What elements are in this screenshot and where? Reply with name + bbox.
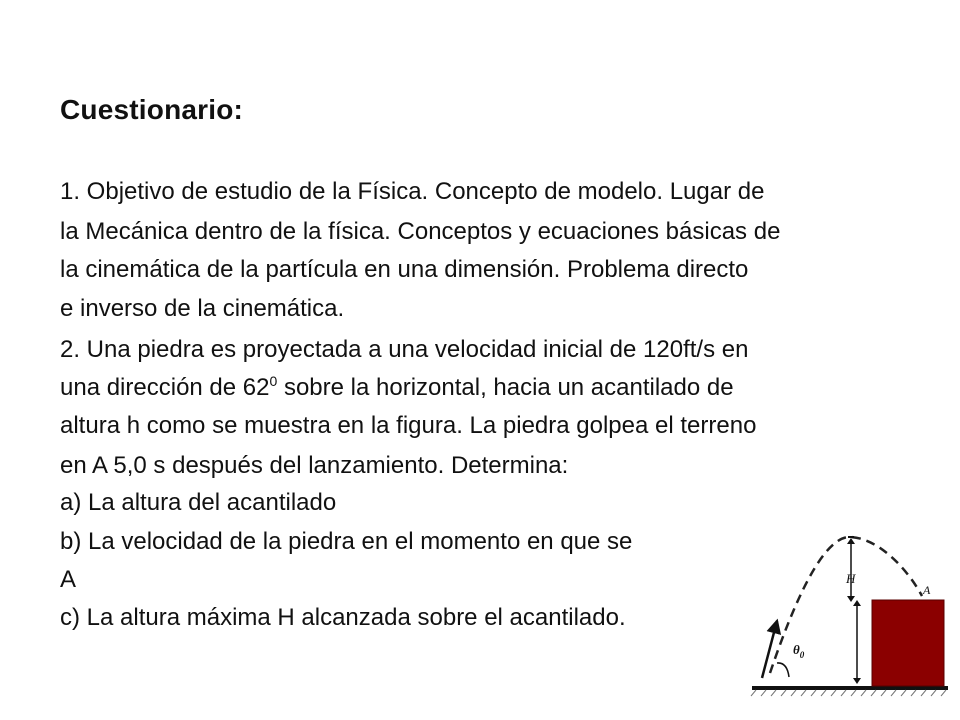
max-height-arrow-top [847, 538, 855, 544]
question1-line4: e inverso de la cinemática. [60, 295, 345, 322]
ground-hatching [751, 690, 946, 696]
ground-line [752, 686, 948, 690]
max-height-arrow-bottom [847, 596, 855, 602]
cliff-block [872, 600, 944, 686]
question1-line1: 1. Objetivo de estudio de la Física. Concepto de modelo. Lugar de [60, 178, 765, 205]
question2-line2-start: una dirección de 62 [60, 374, 270, 401]
item-c: c) La altura máxima H alcanzada sobre el acantilado. [60, 604, 626, 631]
degree-superscript: 0 [269, 373, 278, 389]
question1-line3: la cinemática de la partícula en una dimensión. Problema directo [60, 256, 749, 283]
question2-line3: altura h como se muestra en la figura. La piedra golpea el terreno [60, 412, 757, 439]
cliff-height-arrow-top [853, 600, 861, 606]
label-H: H [846, 571, 856, 586]
item-b: b) La velocidad de la piedra en el momento en que se [60, 528, 633, 555]
item-a: a) La altura del acantilado [60, 489, 337, 516]
question2-line4: en A 5,0 s después del lanzamiento. Determina: [60, 452, 569, 479]
launch-angle-arc [777, 663, 789, 677]
question2-line1: 2. Una piedra es proyectada a una velocidad inicial de 120ft/s en [60, 336, 749, 363]
question1-line2: la Mecánica dentro de la física. Conceptos y ecuaciones básicas de [60, 218, 781, 245]
label-A: A [923, 583, 931, 597]
cliff-height-arrow-bottom [853, 678, 861, 684]
cliff-projectile-figure [748, 510, 960, 720]
slide-title: Cuestionario: [60, 94, 244, 125]
initial-velocity-arrow [762, 621, 777, 678]
item-b-continuation: A [60, 566, 77, 593]
question2-line2 [60, 373, 734, 401]
question2-line2-end: sobre la horizontal, hacia un acantilado de [277, 374, 734, 401]
angle-label: $\theta_0$ [793, 642, 805, 660]
